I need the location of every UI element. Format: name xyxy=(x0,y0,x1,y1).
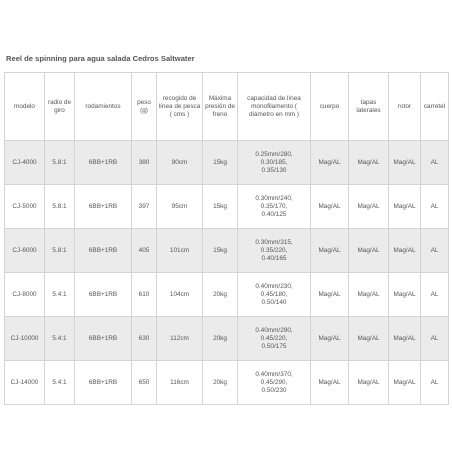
cell-cuerpo: Mag/AL xyxy=(311,361,349,405)
cell-carretel: AL xyxy=(421,185,449,229)
cell-modelo: CJ-10000 xyxy=(5,317,45,361)
cell-peso: 630 xyxy=(132,317,157,361)
cell-rodamientos: 6BB+1RB xyxy=(75,229,132,273)
capacidad-line: 0.25mm/280, xyxy=(255,150,293,158)
capacidad-line: 0.35/130 xyxy=(261,166,287,174)
capacidad-line: 0.35/170, xyxy=(260,202,288,210)
header-cell-freno: Máxima presión de freno xyxy=(203,73,238,141)
cell-rodamientos: 6BB+1RB xyxy=(75,141,132,185)
specifications-table xyxy=(4,72,449,405)
cell-tapas: Mag/AL xyxy=(349,229,389,273)
table-row xyxy=(5,273,449,317)
cell-rodamientos: 6BB+1RB xyxy=(75,317,132,361)
table-row xyxy=(5,317,449,361)
header-cell-rodamientos: rodamientos xyxy=(75,73,132,141)
cell-carretel: AL xyxy=(421,361,449,405)
capacidad-line: 0.45/180, xyxy=(260,290,288,298)
header-cell-peso: peso (g) xyxy=(132,73,157,141)
cell-tapas: Mag/AL xyxy=(349,141,389,185)
cell-capacidad xyxy=(238,273,311,317)
cell-freno: 15kg xyxy=(203,229,238,273)
cell-capacidad xyxy=(238,361,311,405)
cell-recogido: 104cm xyxy=(157,273,203,317)
cell-radio: 5.8:1 xyxy=(45,185,75,229)
cell-radio: 5.4:1 xyxy=(45,317,75,361)
cell-tapas: Mag/AL xyxy=(349,361,389,405)
capacidad-line: 0.40mm/370, xyxy=(255,370,293,378)
cell-peso: 397 xyxy=(132,185,157,229)
header-cell-recogido: recogido de línea de pesca ( cms ) xyxy=(157,73,203,141)
cell-peso: 405 xyxy=(132,229,157,273)
capacidad-line: 0.50/230 xyxy=(261,386,287,394)
cell-carretel: AL xyxy=(421,317,449,361)
header-cell-carretel: carretel xyxy=(421,73,449,141)
cell-capacidad xyxy=(238,141,311,185)
cell-carretel: AL xyxy=(421,141,449,185)
capacidad-line: 0.40/165 xyxy=(261,254,287,262)
capacidad-line: 0.50/175 xyxy=(261,342,287,350)
table-row xyxy=(5,361,449,405)
cell-radio: 5.4:1 xyxy=(45,273,75,317)
cell-capacidad xyxy=(238,229,311,273)
cell-rodamientos: 6BB+1RB xyxy=(75,361,132,405)
cell-cuerpo: Mag/AL xyxy=(311,273,349,317)
cell-rotor: Mag/AL xyxy=(389,185,421,229)
capacidad-line: 0.30/185, xyxy=(260,158,288,166)
cell-freno: 15kg xyxy=(203,141,238,185)
cell-carretel: AL xyxy=(421,229,449,273)
header-cell-tapas: tapas laterales xyxy=(349,73,389,141)
header-cell-rotor: rotor xyxy=(389,73,421,141)
cell-recogido: 95cm xyxy=(157,185,203,229)
header-cell-capacidad: capacidad de línea monofilamento ( diámetro en mm ) xyxy=(238,73,311,141)
cell-freno: 20kg xyxy=(203,273,238,317)
table-row xyxy=(5,141,449,185)
header-row xyxy=(5,73,449,141)
header-cell-modelo: modelo xyxy=(5,73,45,141)
capacidad-line: 0.35/220, xyxy=(260,246,288,254)
capacidad-line: 0.30mm/240, xyxy=(255,194,293,202)
capacidad-line: 0.40mm/230, xyxy=(255,282,293,290)
table-row xyxy=(5,185,449,229)
cell-tapas: Mag/AL xyxy=(349,317,389,361)
page-title: Reel de spinning para agua salada Cedros Saltwater xyxy=(6,54,195,63)
cell-freno: 20kg xyxy=(203,317,238,361)
cell-tapas: Mag/AL xyxy=(349,185,389,229)
cell-recogido: 116cm xyxy=(157,361,203,405)
cell-tapas: Mag/AL xyxy=(349,273,389,317)
cell-peso: 610 xyxy=(132,273,157,317)
table-row xyxy=(5,229,449,273)
cell-rotor: Mag/AL xyxy=(389,361,421,405)
cell-cuerpo: Mag/AL xyxy=(311,317,349,361)
capacidad-line: 0.40mm/290, xyxy=(255,326,293,334)
capacidad-line: 0.40/125 xyxy=(261,210,287,218)
cell-rotor: Mag/AL xyxy=(389,141,421,185)
cell-cuerpo: Mag/AL xyxy=(311,141,349,185)
cell-modelo: CJ-8000 xyxy=(5,273,45,317)
cell-rotor: Mag/AL xyxy=(389,273,421,317)
cell-cuerpo: Mag/AL xyxy=(311,185,349,229)
cell-modelo: CJ-6000 xyxy=(5,229,45,273)
cell-radio: 5.8:1 xyxy=(45,229,75,273)
cell-capacidad xyxy=(238,317,311,361)
cell-recogido: 101cm xyxy=(157,229,203,273)
cell-peso: 380 xyxy=(132,141,157,185)
capacidad-line: 0.30mm/315, xyxy=(255,238,293,246)
cell-peso: 650 xyxy=(132,361,157,405)
cell-cuerpo: Mag/AL xyxy=(311,229,349,273)
cell-freno: 20kg xyxy=(203,361,238,405)
cell-modelo: CJ-14000 xyxy=(5,361,45,405)
header-cell-radio: radio de giro xyxy=(45,73,75,141)
cell-recogido: 90cm xyxy=(157,141,203,185)
cell-radio: 5.4:1 xyxy=(45,361,75,405)
header-cell-cuerpo: cuerpo xyxy=(311,73,349,141)
capacidad-line: 0.50/140 xyxy=(261,298,287,306)
capacidad-line: 0.45/290, xyxy=(260,378,288,386)
cell-capacidad xyxy=(238,185,311,229)
cell-rotor: Mag/AL xyxy=(389,229,421,273)
cell-radio: 5.8:1 xyxy=(45,141,75,185)
cell-modelo: CJ-4000 xyxy=(5,141,45,185)
cell-carretel: AL xyxy=(421,273,449,317)
cell-recogido: 112cm xyxy=(157,317,203,361)
cell-rodamientos: 6BB+1RB xyxy=(75,273,132,317)
cell-rotor: Mag/AL xyxy=(389,317,421,361)
cell-freno: 15kg xyxy=(203,185,238,229)
capacidad-line: 0.45/220, xyxy=(260,334,288,342)
cell-modelo: CJ-5000 xyxy=(5,185,45,229)
cell-rodamientos: 6BB+1RB xyxy=(75,185,132,229)
